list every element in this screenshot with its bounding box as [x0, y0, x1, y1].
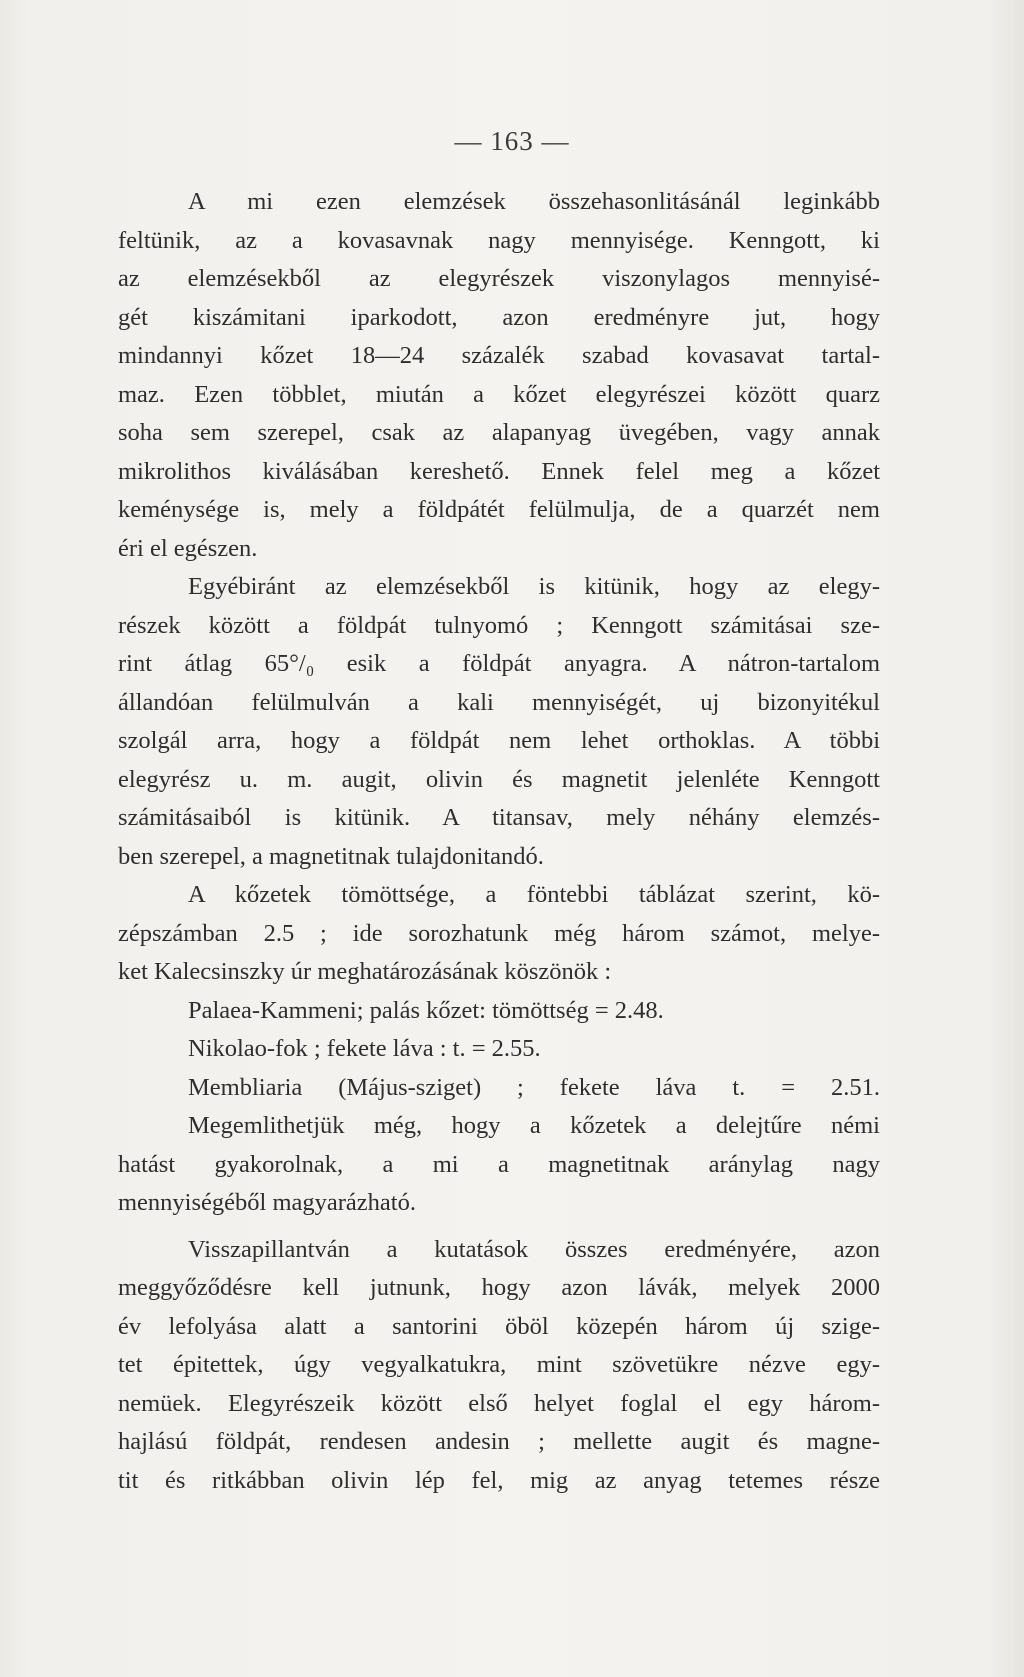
- text-line: számitásaiból is kitünik. A titansav, mely néhány elemzés-: [118, 804, 880, 831]
- text-line: az elemzésekből az elegyrészek viszonylagos mennyisé-: [118, 265, 880, 292]
- density-entry: Palaea-Kammeni; palás kőzet: tömöttség = 2.48.: [188, 996, 664, 1024]
- text-line: mindannyi kőzet 18—24 százalék szabad kovasavat tartal-: [118, 342, 880, 369]
- text-line: hatást gyakorolnak, a mi a magnetitnak aránylag nagy: [118, 1150, 880, 1178]
- paragraph-gap: [118, 1223, 880, 1231]
- paragraph-4: [118, 992, 880, 1223]
- text-line: soha sem szerepel, csak az alapanyag üvegében, vagy annak: [118, 419, 880, 446]
- text-line: részek között a földpát tulnyomó ; Kenngott számitásai sze-: [118, 611, 880, 639]
- text-line: mennyiségéből magyarázható.: [118, 1189, 416, 1216]
- page-number: — 163 —: [454, 126, 570, 156]
- text-line: A mi ezen elemzések összehasonlitásánál leginkább: [188, 188, 880, 215]
- text-line: zépszámban 2.5 ; ide sorozhatunk még három számot, melye-: [118, 919, 880, 947]
- text-line: hajlású földpát, rendesen andesin ; mellette augit és magne-: [118, 1428, 880, 1455]
- text-line: éri el egészen.: [118, 534, 258, 562]
- text-line: maz. Ezen többlet, miután a kőzet elegyrészei között quarz: [118, 380, 880, 408]
- text-line: mikrolithos kiválásában kereshető. Ennek felel meg a kőzet: [118, 457, 880, 485]
- text-line: Visszapillantván a kutatások összes eredményére, azon: [188, 1235, 880, 1263]
- text-line: gét kiszámitani iparkodott, azon eredményre jut, hogy: [118, 303, 880, 331]
- paragraph-3: [118, 876, 880, 992]
- text-line: elegyrész u. m. augit, olivin és magnetit jelenléte Kenngott: [118, 765, 880, 793]
- text-line: feltünik, az a kovasavnak nagy mennyisége. Kenngott, ki: [118, 226, 880, 254]
- text-line: Megemlithetjük még, hogy a kőzetek a delejtűre némi: [188, 1112, 880, 1139]
- density-entry: Membliaria (Május-sziget) ; fekete láva t. = 2.51.: [188, 1073, 880, 1101]
- text-line: rint átlag 65°/₀ esik a földpát anyagra. A nátron-tartalom: [118, 650, 880, 677]
- body-text: [118, 183, 880, 1500]
- paragraph-2: [118, 568, 880, 876]
- text-line: év lefolyása alatt a santorini öböl közepén három új szige-: [118, 1312, 880, 1340]
- text-line: tit és ritkábban olivin lép fel, mig az anyag tetemes része: [118, 1466, 880, 1494]
- text-line: szolgál arra, hogy a földpát nem lehet orthoklas. A többi: [118, 727, 880, 754]
- paragraph-1: [118, 183, 880, 568]
- text-line: keménysége is, mely a földpátét felülmulja, de a quarzét nem: [118, 496, 880, 523]
- text-line: A kőzetek tömöttsége, a föntebbi táblázat szerint, kö-: [188, 881, 880, 908]
- text-line: ket Kalecsinszky úr meghatározásának köszönök :: [118, 958, 612, 985]
- text-line: nemüek. Elegyrészeik között első helyet foglal el egy három-: [118, 1389, 880, 1417]
- text-line: meggyőződésre kell jutnunk, hogy azon lávák, melyek 2000: [118, 1274, 880, 1301]
- text-line: állandóan felülmulván a kali mennyiségét, uj bizonyitékul: [118, 688, 880, 716]
- text-line: ben szerepel, a magnetitnak tulajdonitandó.: [118, 842, 544, 870]
- density-entry: Nikolao-fok ; fekete láva : t. = 2.55.: [188, 1035, 541, 1062]
- paragraph-5: [118, 1231, 880, 1501]
- text-line: Egyébiránt az elemzésekből is kitünik, hogy az elegy-: [188, 573, 880, 600]
- text-line: tet épitettek, úgy vegyalkatukra, mint szövetükre nézve egy-: [118, 1351, 880, 1378]
